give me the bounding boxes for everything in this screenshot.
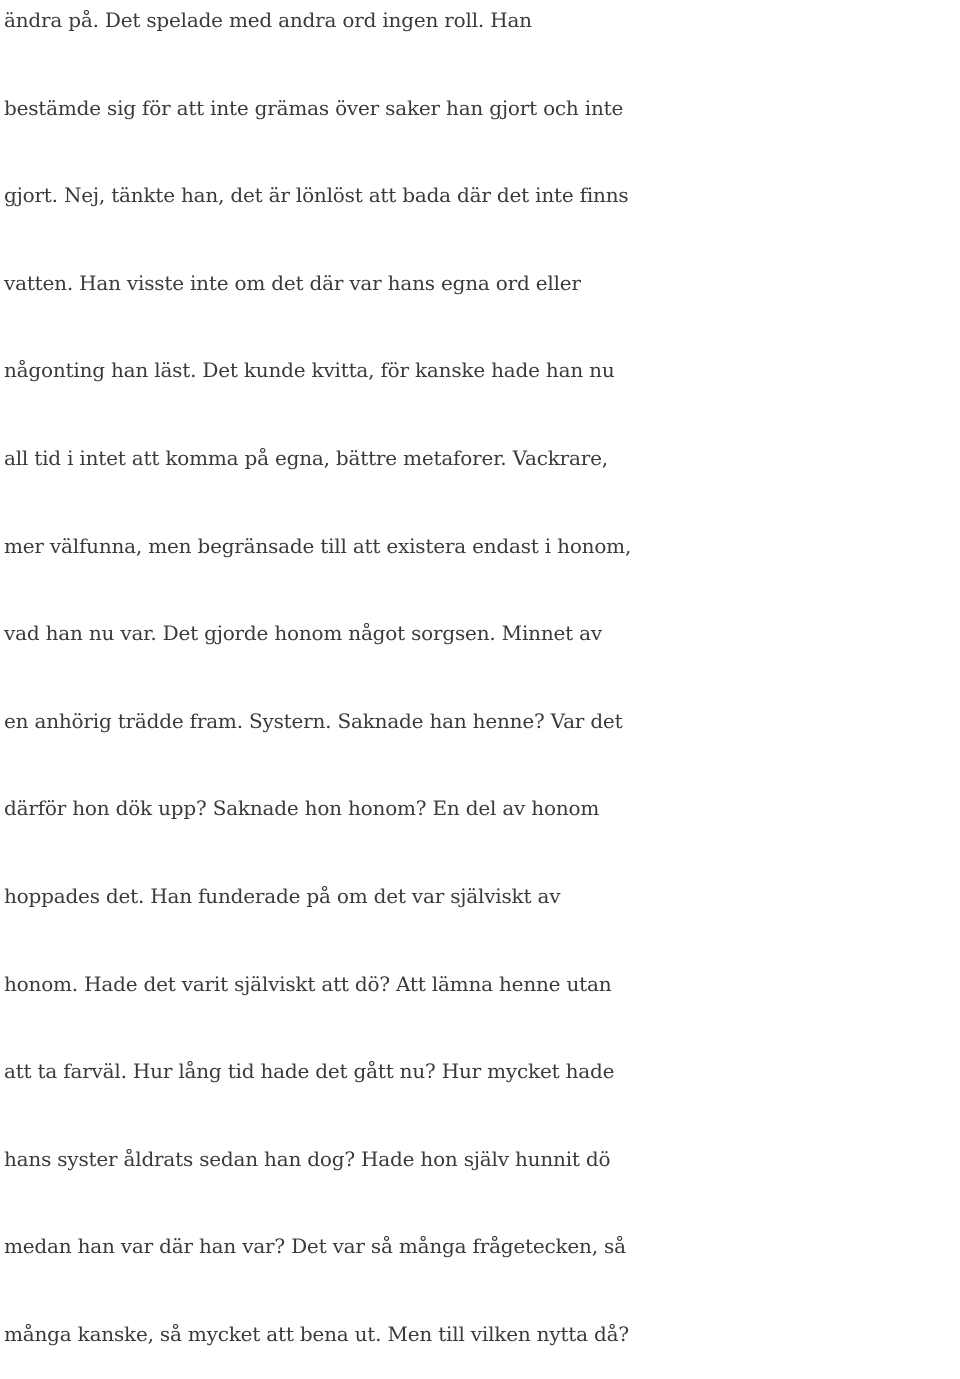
text-line-10: därför hon dök upp? Saknade hon honom? En del av honom [4,796,600,821]
text-line-8: vad han nu var. Det gjorde honom något sorgsen. Minnet av [4,621,602,646]
text-line-11: hoppades det. Han funderade på om det var själviskt av [4,883,561,908]
text-line-1: ändra på. Det spelade med andra ord ingen roll. Han [4,8,532,32]
text-line-6: all tid i intet att komma på egna, bättre metaforer. Vackrare, [4,445,608,470]
text-line-9: en anhörig trädde fram. Systern. Saknade han henne? Var det [4,708,623,733]
text-line-14: hans syster åldrats sedan han dog? Hade hon själv hunnit dö [4,1146,611,1171]
text-line-2: bestämde sig för att inte grämas över saker han gjort och inte [4,95,624,120]
text-line-5: någonting han läst. Det kunde kvitta, för kanske hade han nu [4,358,615,383]
text-line-16: många kanske, så mycket att bena ut. Men till vilken nytta då? [4,1321,629,1346]
text-line-15: medan han var där han var? Det var så många frågetecken, så [4,1234,626,1259]
body-paragraph [4,0,960,1379]
text-line-13: att ta farväl. Hur lång tid hade det gått nu? Hur mycket hade [4,1059,615,1084]
text-line-4: vatten. Han visste inte om det där var hans egna ord eller [4,270,581,295]
text-line-12: honom. Hade det varit själviskt att dö? Att lämna henne utan [4,971,612,996]
text-line-7: mer välfunna, men begränsade till att existera endast i honom, [4,533,632,558]
text-line-3: gjort. Nej, tänkte han, det är lönlöst att bada där det inte finns [4,183,629,208]
